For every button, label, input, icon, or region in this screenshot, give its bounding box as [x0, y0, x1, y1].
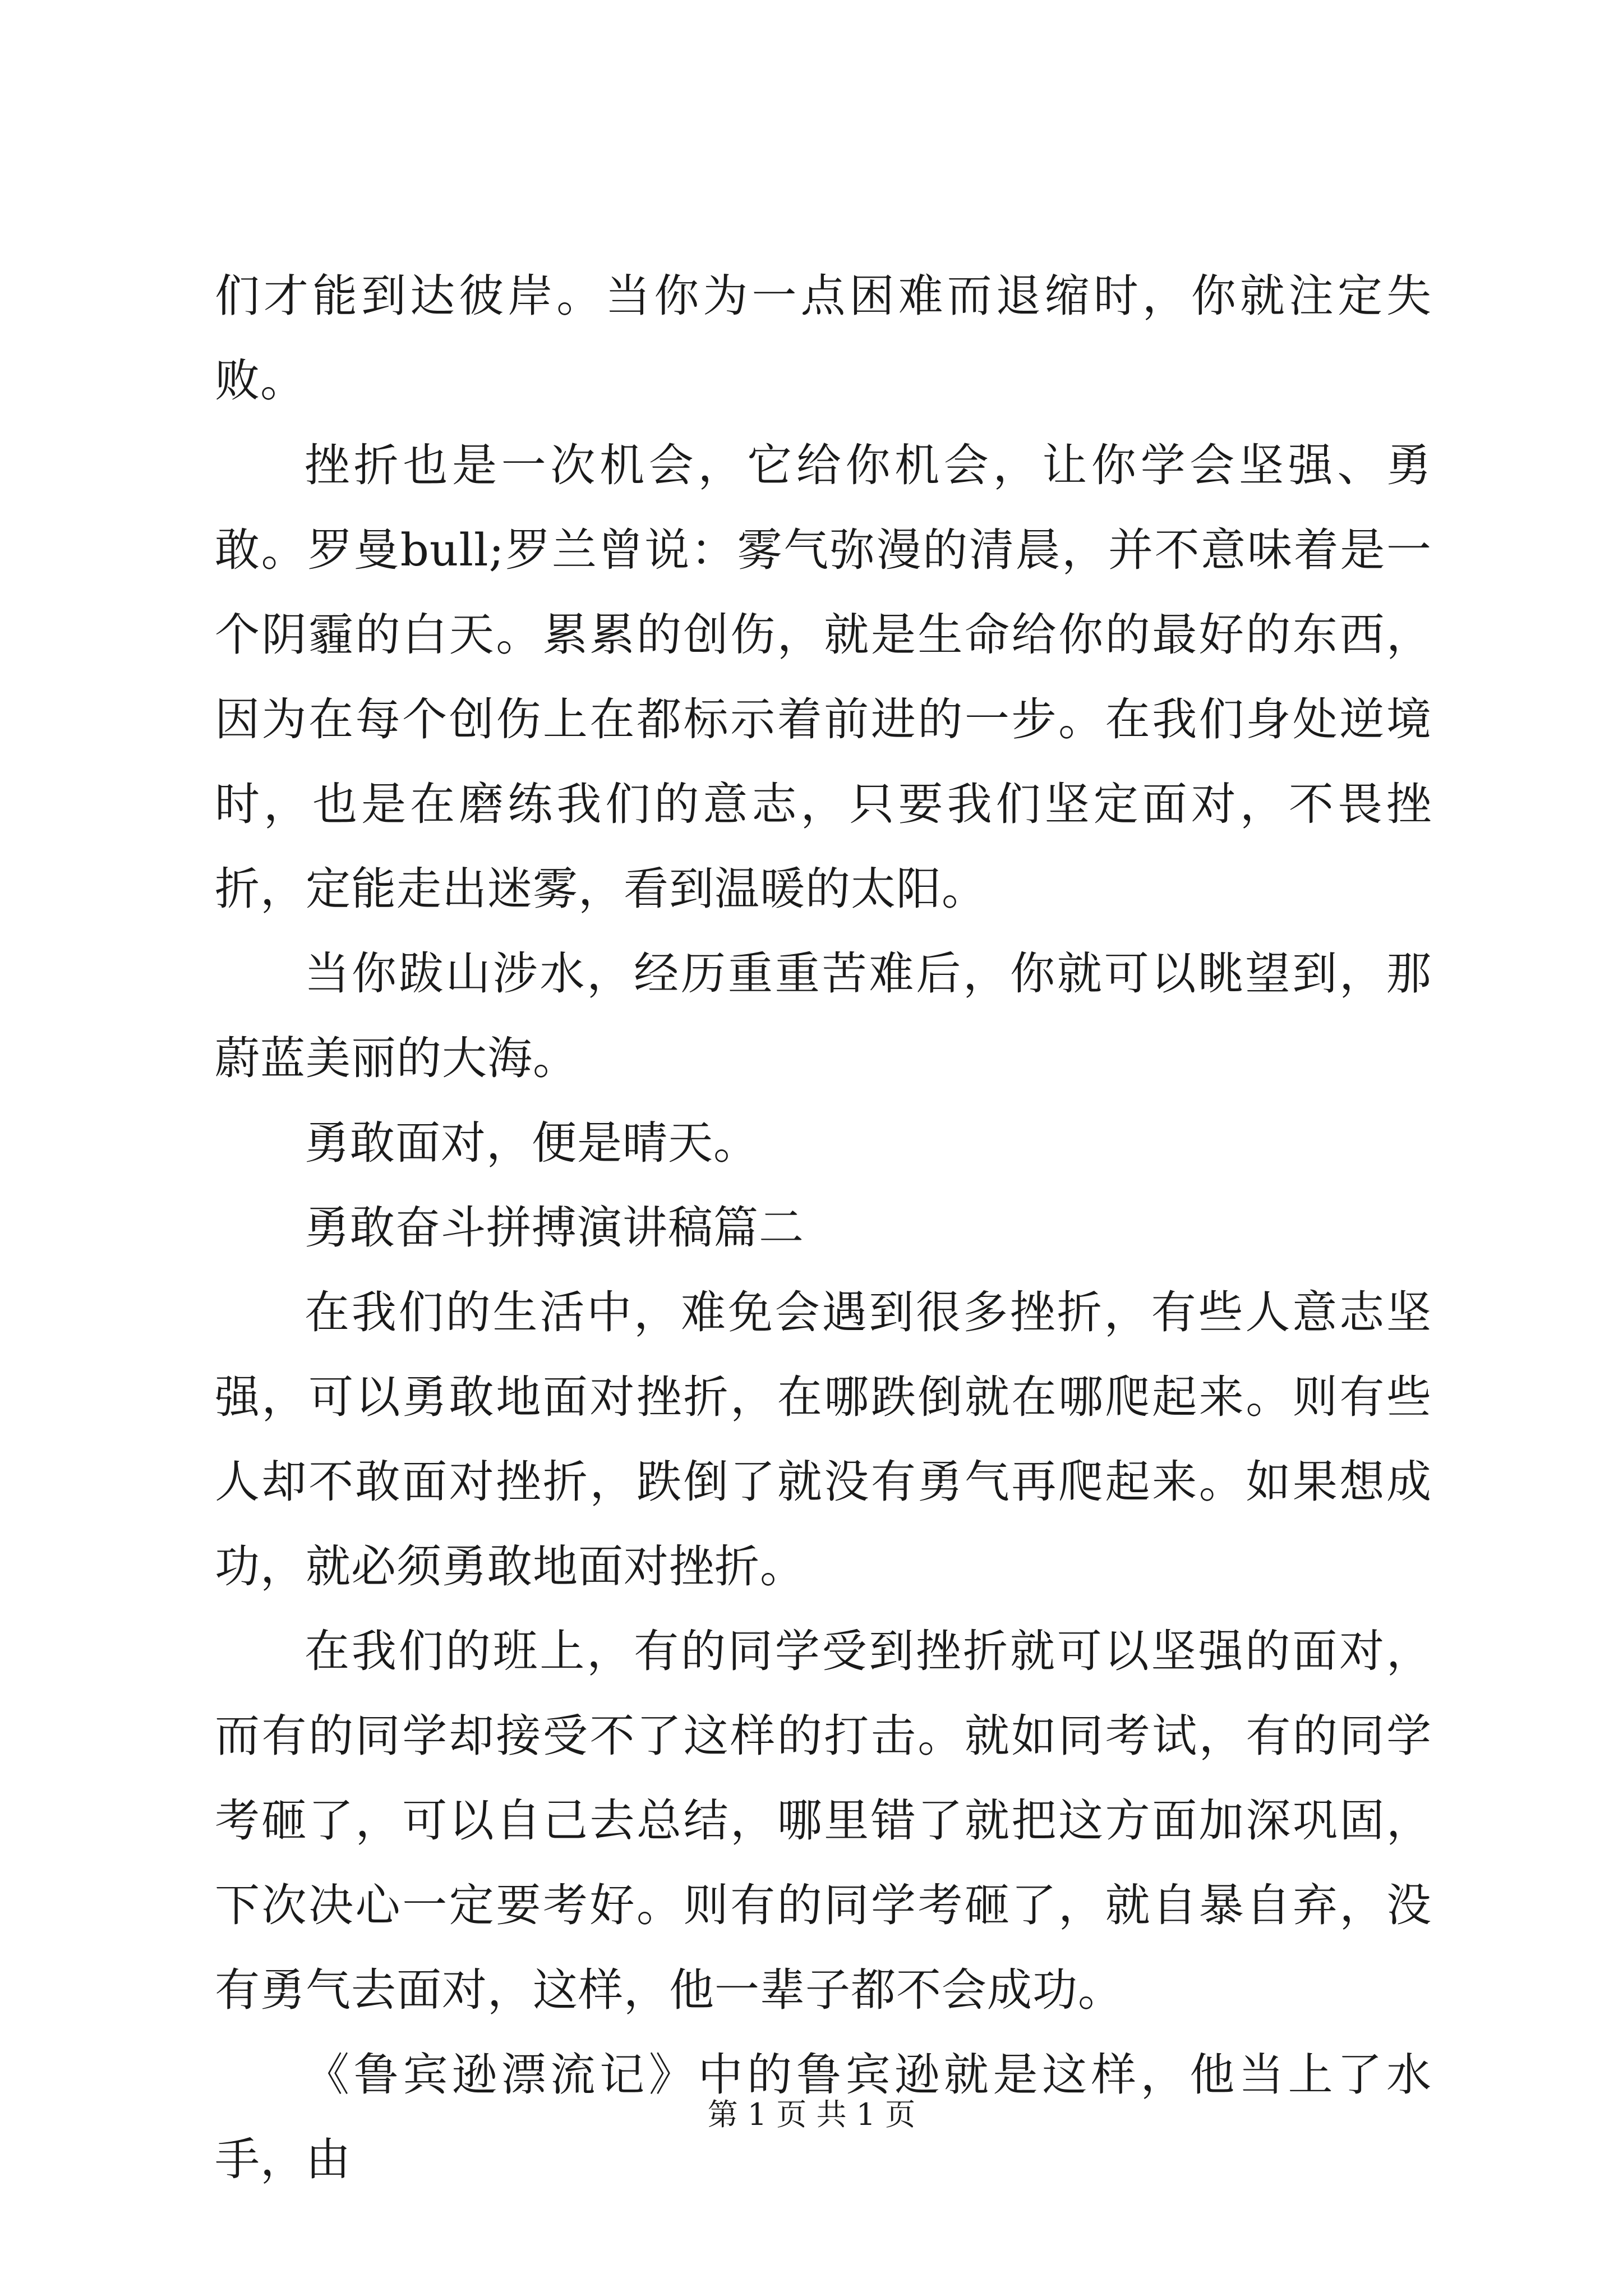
paragraph-6: 在我们的生活中，难免会遇到很多挫折，有些人意志坚强，可以勇敢地面对挫折，在哪跌倒就在哪爬起来。则有些人却不敢面对挫折，跌倒了就没有勇气再爬起来。如果想成功，就必须勇敢地面对挫折。 — [215, 1286, 1432, 1593]
document-body — [215, 254, 1432, 2202]
section-heading: 勇敢奋斗拼搏演讲稿篇二 — [305, 1202, 804, 1254]
paragraph-8: 《鲁宾逊漂流记》中的鲁宾逊就是这样，他当上了水手，由 — [215, 2049, 1432, 2185]
paragraph-3: 当你跋山涉水，经历重重苦难后，你就可以眺望到，那蔚蓝美丽的大海。 — [215, 947, 1432, 1084]
paragraph-2: 挫折也是一次机会，它给你机会，让你学会坚强、勇敢。罗曼bull;罗兰曾说：雾气弥漫的清晨，并不意味着是一个阴霾的白天。累累的创伤，就是生命给你的最好的东西，因为在每个创伤上在都标示着前进的一步。在我们身处逆境时，也是在磨练我们的意志，只要我们坚定面对，不畏挫折，定能走出迷雾，看到温暖的太阳。 — [215, 439, 1432, 915]
page-footer: 第 1 页 共 1 页 — [707, 2097, 916, 2132]
paragraph-4: 勇敢面对，便是晴天。 — [305, 1117, 759, 1169]
paragraph-1: 们才能到达彼岸。当你为一点困难而退缩时，你就注定失败。 — [215, 270, 1432, 407]
paragraph-7: 在我们的班上，有的同学受到挫折就可以坚强的面对，而有的同学却接受不了这样的打击。就如同考试，有的同学考砸了，可以自己去总结，哪里错了就把这方面加深巩固，下次决心一定要考好。则有的同学考砸了，就自暴自弃，没有勇气去面对，这样，他一辈子都不会成功。 — [215, 1625, 1432, 2016]
